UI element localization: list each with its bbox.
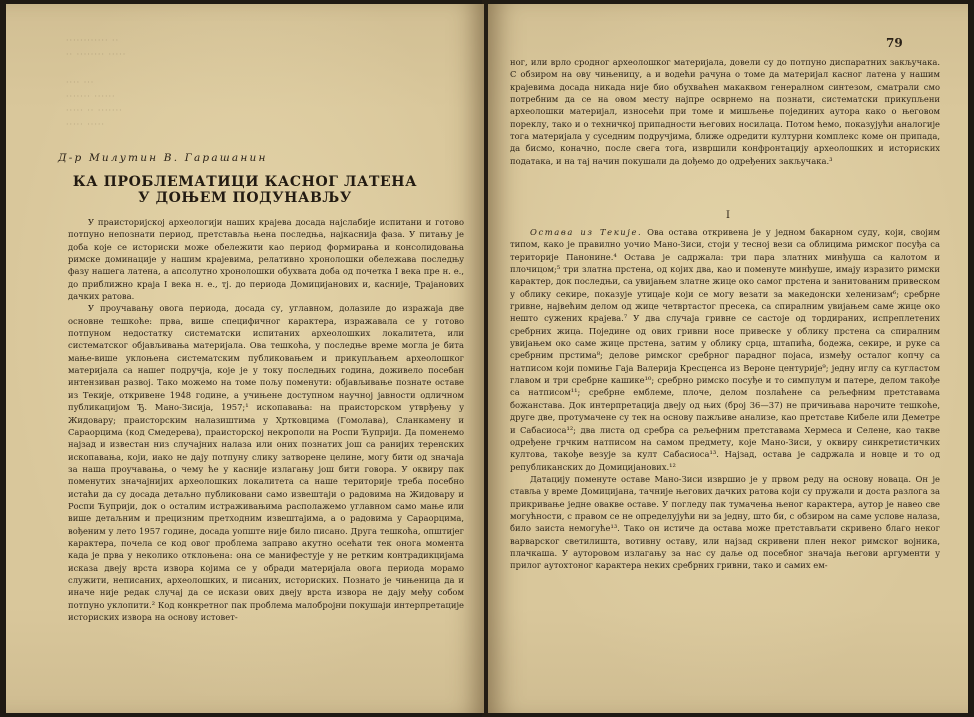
right-paragraph-2: Датацију поменуте оставе Мано-Зиси извршио је у првом реду на основу новаца. Он је ставља у време Домицијана, тачније његових дачких ратова који су пружали и доста разлога за прикривање једне овакве оставе. У погледу пак тумачења њеног карактера, аутор је навео све могућности, с правом се не определујући ни за једну, што би, с обзиром на саме услове налаза, било заиста немогуће¹³. Тако он истиче да остава може претстављати скривено благо неког варварског светилишта, вотивну оставу, или најзад скривени плен неког римског војника, плачкаша. У ауторовом излагању за нас су даље од посебног значаја његови аргументи у прилог аутохтоног карактера неких сребрних гривни, тако и самих ем-: [510, 473, 940, 571]
article-title-line-1: КА ПРОБЛЕМАТИЦИ КАСНОГ ЛАТЕНА: [72, 174, 418, 190]
right-body-text: [510, 226, 940, 572]
left-body-text: [68, 216, 464, 623]
author-line: Д-р Милутин В. Гарашанин: [58, 152, 268, 164]
right-paragraph-1-text: Ова остава откривена је у једном бакарном суду, који, својим типом, како је правилно уочио Мано-Зиси, стоји у тесној вези са облицима римског посуђа са територије Панонине.⁴ Остава је садржала: три пара златних минђуша са калотом и плочицом;⁵ три златна прстена, од којих два, као и поменуте минђуше, имају изразито римски карактер, док последњи, са увијањем златне жице око самог прстена и занитованим привеском у облику секире, показује утицаје који се могу везати за македонски хеленизам⁶; сребрне гривне, највећим делом од жице четвртастог пресека, са спиралним увијањем саме жице око нешто сужених крајева.⁷ У два случаја гривне се састоје од тордираних, испреплетених сребрних жица. Поједине од ових гривни носе привеске у облику прстена са спиралним увијањем око саме жице прстена, затим у облику срца, штапића, бодежа, секире, и руке са сребрним прстима⁸; делове римског сребрног парадног појаса, између осталог копчу са натписом који помиње Гаја Валерија Кресценса из Вероне центурије⁹; једну иглу са кугластом главом и три сребрне кашике¹⁰; сребрно римско посуђе и то симпулум и патере, делом такође са натписом¹¹; сребрне емблеме, плоче, делом позлаћене са рељефним претставама божанстава. Док интерпретација двеју од њих (број 36—37) не причињава нарочите тешкоће, друге две, протумачене су тек на основу пажљиве анализе, као претставе Кибеле или Деметре и Сабасиоса¹²; два листа од сребра са рељефним претставама Хермеса и Селене, као такве одређене грчким натписом на самом предмету, које Мано-Зиси, у оквиру синкретистичких култова, такође везује за култ Сабасиоса¹³. Најзад, остава је садржала и новце и то од републиканских до Домицијанових.¹²: [510, 227, 941, 472]
left-paragraph-2: У проучавању овога периода, досада су, углавном, долазиле до изражаја две основне тешкоће: прва, више специфичног карактера, изражавала се у готово потпуном недостатку систематски испитаних археолошких локалитета, или систематског објављивања материјала. Ова тешкоћа, у последње време могла је бита мање-више уклоњена систематским публиковањем и прикупљањем археолошког материјала са нашег подручја, које је у току последњих година, доживело посебан интензиван развој. Тако можемо на томе пољу поменути: објављивање познате оставе из Текије, откривене 1948 године, а учињене доступном научној јавности одличном публикацијом Ђ. Мано-Зисија, 1957;¹ ископавања: на праисторском утврђењу у Жидовару; праисторским налазиштима у Хртковцима (Гомолава), Сланкамену и Сараорцима (код Смедерева), праисторској некрополи на Роспи Ћуприји. Да поменемо најзад и известан низ случајних налаза или оних познатих још са ранијих теренских ископавања, који, иако не дају потпуну слику затворене целине, могу бити од значаја за наша проучавања, о чему ће у касније излагању још бити говора. У оквиру пак поменутих значајнијих археолошких локалитета са наше територије треба посебно истаћи да су досада детаљно публиковани само извештаји о радовима на Жидовару и Роспи Ћуприји, док о осталим истраживањима располажемо углавном само мање или више детаљним и прецизним претходним извештајима, а о радовима у Сараорцима, вођеним у лето 1957 године, досада уопште није било писано. Друга тешкоћа, општијег карактера, почела се код овог проблема заправо акутно осећати тек онога момента када је прва у неколико отклоњена: она се манифестује у не ретким контрадикцијама исказа двеју врста извора којима се у обради материјала овога периода морамо служити, неписаних, археолошких, и писаних, историских. Познато је чињеница да и иначе није редак случај да се искази ових двеју врста извора не дају међу собом потпуно уклопити.² Код конкретног пак проблема малобројни покушаји интерпретације историских извора на основу истовет-: [68, 303, 464, 622]
left-page: [6, 4, 484, 713]
right-page: [488, 4, 968, 713]
page-number: 79: [886, 36, 903, 50]
right-paragraph-top: ног, или врло сродног археолошког материјала, довели су до потпуно диспаратних закључака. С обзиром на ову чињеницу, а и водећи рачуна о томе да материјал касног латена у нашим крајевима досада никада није био обухваћен макаквом генералном синтезом, сматрали смо потребним да се на овом месту најпре осврнемо на познати, систематски прикупљени археолошки материјал, износећи при томе и мишљење појединих аутора како о његовом пореклу, тако и о техничкој припадности његових носилаца. Потом ћемо, показујући аналогије тога материјала у суседним подручјима, ближе одредити културни комплекс коме он припада, да бисмо, коначно, после свега тога, извршили конфронтацију археолошких и историских података, и на тај начин покушали да дођемо до одређених закључака.³: [510, 57, 940, 166]
left-paragraph-1: У праисторијској археологији наших крајева досада најслабије испитани и готово потпуно непознати период, претставља њена последња, најкаснија фаза. У питању је доба које се историски може обележити као период формирања и консолидовања римске доминације у нашим крајевима, релативно хронолошки обележава последњу фазу нашега латена, а апсолутно хронолошки обухвата доба од почетка I века пре н. е., до приближно краја I века н. е., тј. до периода Домицијанових и, касније, Трајанових дачких ратова.: [68, 217, 464, 302]
right-paragraph-1: [510, 226, 940, 473]
article-title-line-2: У ДОЊЕМ ПОДУНАВЉУ: [138, 190, 352, 206]
section-lead: Остава из Текије.: [530, 227, 643, 237]
bleed-through-text: ············ ·· ·· ········ ····· ···· ··· ······· ······ ····· ·· ······· ····· ·····: [66, 36, 127, 129]
right-top-text: [510, 56, 940, 167]
section-heading: I: [726, 210, 730, 221]
